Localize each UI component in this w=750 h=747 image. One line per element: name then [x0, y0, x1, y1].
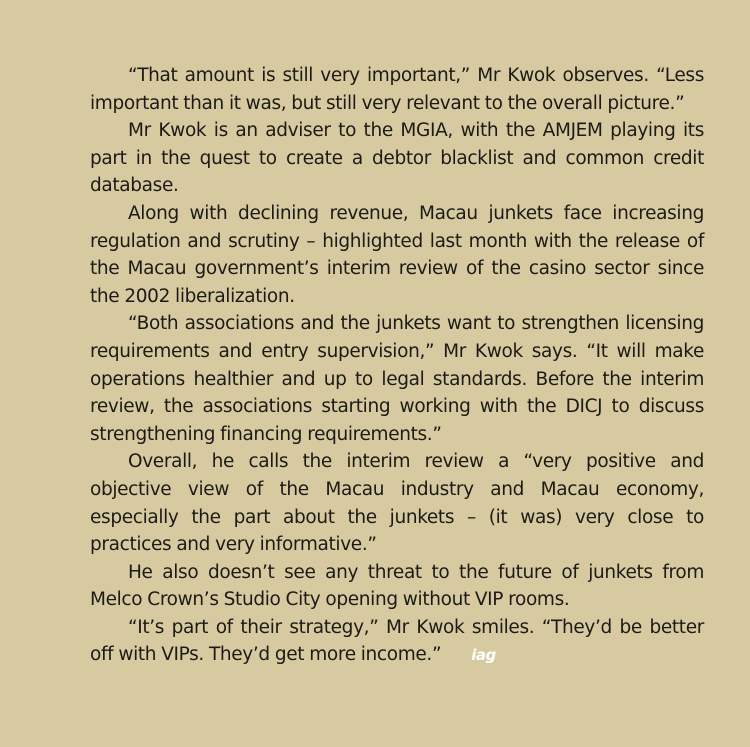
- paragraph-6: He also doesn’t see any threat to the future of junkets from Melco Crown’s Studio City opening without VIP rooms.: [90, 561, 704, 611]
- paragraph-7: [90, 614, 704, 670]
- paragraph-7-text: “It’s part of their strategy,” Mr Kwok smiles. “They’d be better off with VIPs. They’d get more income.”: [90, 616, 704, 666]
- paragraph-5: Overall, he calls the interim review a “very positive and objective view of the Macau industry and Macau economy, especially the part about the junkets – (it was) very close to practices and very informative.”: [90, 451, 704, 556]
- article-column: [90, 62, 704, 670]
- paragraph-3: Along with declining revenue, Macau junkets face increasing regulation and scrutiny – highlighted last month with the release of the Macau government’s interim review of the casino sector since the 2002 liberalization.: [90, 202, 704, 307]
- paragraph-2: Mr Kwok is an adviser to the MGIA, with the AMJEM playing its part in the quest to create a debtor blacklist and common credit database.: [90, 120, 704, 197]
- end-mark-logo: iag: [471, 646, 496, 665]
- paragraph-4: “Both associations and the junkets want to strengthen licensing requirements and entry supervision,” Mr Kwok says. “It will make operations healthier and up to legal standards. Before the interim review, the associations starting working with the DICJ to discuss strengthening financing requirements.”: [90, 313, 704, 445]
- paragraph-1: “That amount is still very important,” Mr Kwok observes. “Less important than it was, but still very relevant to the overall picture.”: [90, 65, 704, 114]
